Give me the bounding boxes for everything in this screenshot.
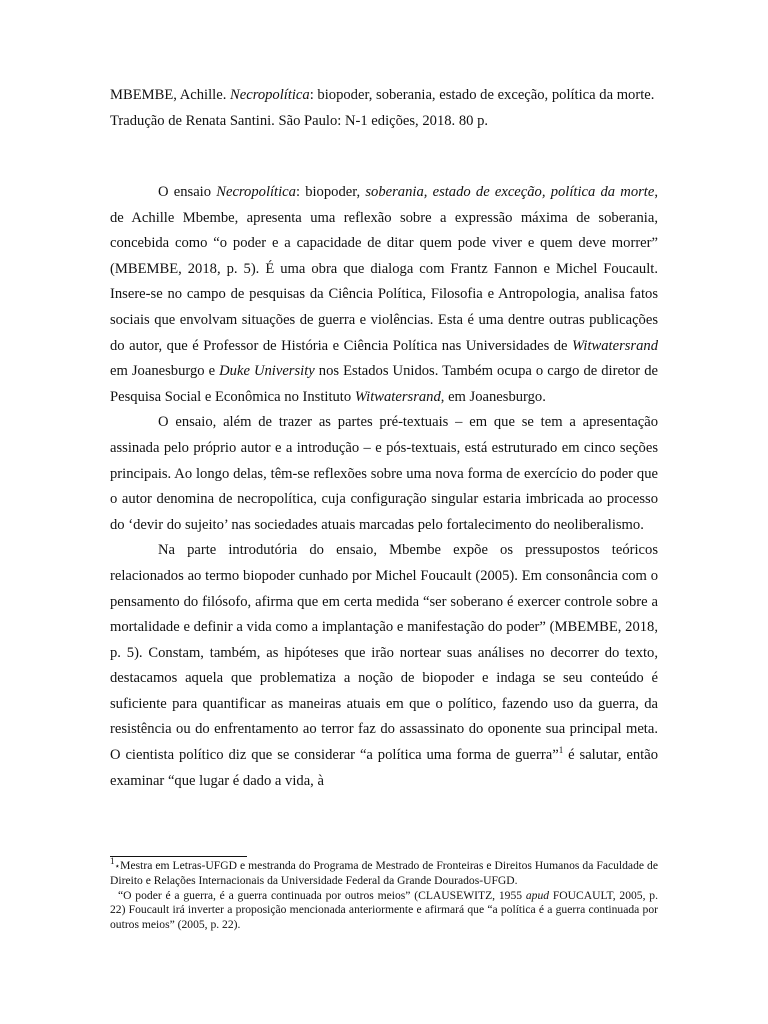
paragraph-1 — [110, 180, 658, 410]
p3-text: é salutar, então examinar “que lugar é dado a vida, à — [110, 747, 658, 789]
p1-italic-institute: Witwatersrand — [354, 388, 441, 405]
footnote-separator — [110, 856, 247, 857]
p3-text: Na parte introdutória do ensaio, Mbembe expõe os pressupostos teóricos relacionados ao termo biopoder cunhado por Michel Foucault (2005). Em consonância com o pensamento do filósofo, afirma que em certa medida “ser soberano é exercer controle sobre a mortalidade e definir a vida como a implantação e manifestação do poder” (MBEMBE, 2018, p. 5). Constam, também, as hipóteses que irão nortear suas análises no decorrer do texto, destacamos aquela que problematiza a noção de biopoder e indaga se seu conteúdo é suficiente para quantificar as maneiras atuais em que o político, fazendo uso da guerra, da resistência ou do enfrentamento ao terror faz do assassinato do oponente sua principal meta. O cientista político diz que se considerar “a política uma forma de guerra” — [110, 542, 658, 764]
footnote-2 — [110, 889, 658, 933]
p1-text: : biopoder, — [295, 184, 366, 200]
footnote-2-text: FOUCAULT, 2005, p. 22) Foucault irá inverter a proposição mencionada anteriormente e afirmará que “a política é a guerra continuada por outros meios” (2005, p. 22). — [110, 888, 658, 932]
p1-italic-subtitle: soberania, estado de exceção, política da morte — [365, 184, 655, 200]
p1-text: em Joanesburgo e — [110, 363, 220, 380]
p1-text: nos Estados Unidos. Também ocupa o cargo de diretor de Pesquisa Social e Econômica no Instituto — [110, 363, 658, 405]
p1-italic-university: Witwatersrand — [572, 337, 658, 354]
reference-author: MBEMBE, Achille. — [110, 87, 230, 103]
review-body — [110, 180, 658, 794]
bibliographic-reference — [110, 82, 658, 134]
star-icon: ⋆ — [114, 861, 121, 871]
footnote-1 — [110, 856, 658, 889]
p1-italic-title: Necropolítica — [216, 184, 296, 200]
paragraph-3 — [110, 538, 658, 794]
p1-italic-university: Duke University — [219, 363, 315, 380]
p1-text: , em Joanesburgo. — [440, 388, 546, 405]
footnote-1-text: Mestra em Letras-UFGD e mestranda do Programa de Mestrado de Fronteiras e Direitos Humanos da Faculdade de Direito e Relações Internacionais da Universidade Federal da Grande Dourados-UFGD. — [110, 859, 658, 887]
p1-text: O ensaio — [158, 184, 217, 200]
p1-text: , de Achille Mbembe, apresenta uma reflexão sobre a expressão máxima de soberania, concebida como “o poder e a capacidade de ditar quem pode viver e quem deve morrer” (MBEMBE, 2018, p. 5). É uma obra que dialoga com Frantz Fannon e Michel Foucault. Insere-se no campo de pesquisas da Ciência Política, Filosofia e Antropologia, analisa fatos sociais que envolvam situações de guerra e violências. Esta é uma dentre outras publicações do autor, que é Professor de História e Ciência Política nas Universidades de — [110, 184, 658, 354]
paragraph-2: O ensaio, além de trazer as partes pré-textuais – em que se tem a apresentação assinada pelo próprio autor e a introdução – e pós-textuais, está estruturado em cinco seções principais. Ao longo delas, têm-se reflexões sobre uma nova forma de exercício do poder que o autor denomina de necropolítica, cuja configuração singular estaria imbricada ao processo do ‘devir do sujeito’ nas sociedades atuais marcadas pelo fortalecimento do neoliberalismo. — [110, 414, 658, 533]
footnote-2-italic: apud — [525, 888, 550, 902]
reference-details: : biopoder, soberania, estado de exceção, política da morte. Tradução de Renata Santini. São Paulo: N-1 edições, 2018. 80 p. — [110, 87, 655, 129]
footnote-number: 1 — [110, 856, 115, 867]
footnotes — [110, 856, 658, 933]
reference-title: Necropolítica — [230, 87, 310, 103]
footnote-reference[interactable]: 1 — [558, 745, 564, 756]
footnote-2-text: “O poder é a guerra, é a guerra continuada por outros meios” (CLAUSEWITZ, 1955 — [118, 888, 526, 902]
